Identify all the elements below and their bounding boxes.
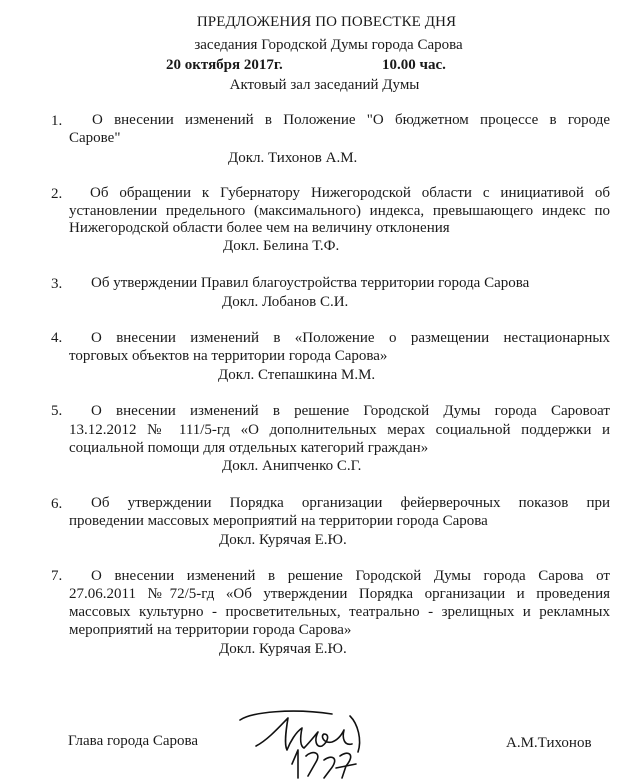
item-speaker: Докл. Анипченко С.Г.	[222, 458, 362, 474]
item-number: 3.	[51, 276, 63, 292]
item-text-line: проведении массовых мероприятий на территории города Сарова	[69, 513, 488, 529]
signatory-role: Глава города Сарова	[68, 733, 199, 749]
item-text-line: Об утверждении Порядка организации фейерверочных показов при	[91, 495, 610, 511]
item-number: 6.	[51, 496, 63, 512]
item-number: 4.	[51, 330, 63, 346]
item-text-line: О внесении изменений в решение Городской Думы города Саровоат	[91, 403, 610, 419]
handwritten-signature	[232, 706, 382, 783]
item-number: 7.	[51, 568, 63, 584]
item-speaker: Докл. Курячая Е.Ю.	[219, 532, 347, 548]
item-text-line: социальной помощи для отдельных категорий граждан»	[69, 440, 429, 456]
document-subtitle: заседания Городской Думы города Сарова	[194, 37, 463, 53]
item-text-line: 13.12.2012 № 111/5-гд «О дополнительных мерах социальной поддержки и	[69, 422, 610, 438]
item-speaker: Докл. Белина Т.Ф.	[223, 238, 340, 254]
meeting-date: 20 октября 2017г.	[166, 57, 283, 73]
item-speaker: Докл. Курячая Е.Ю.	[219, 641, 347, 657]
item-number: 2.	[51, 186, 63, 202]
item-text-line: торговых объектов на территории города Сарова»	[69, 348, 388, 364]
item-text-line: О внесении изменений в решение Городской Думы города Сарова от	[91, 568, 610, 584]
item-text-line: О внесении изменений в «Положение о размещении нестационарных	[91, 330, 610, 346]
item-speaker: Докл. Степашкина М.М.	[218, 367, 376, 383]
item-speaker: Докл. Тихонов А.М.	[228, 150, 358, 166]
item-text-line: мероприятий на территории города Сарова»	[69, 622, 352, 638]
signatory-name: А.М.Тихонов	[506, 735, 592, 751]
item-text-line: 27.06.2011 №72/5-гд «Об утверждении Порядка организации и проведения	[69, 586, 610, 602]
document-title: ПРЕДЛОЖЕНИЯ ПО ПОВЕСТКЕ ДНЯ	[196, 14, 457, 30]
item-text-line: Об утверждении Правил благоустройства территории города Сарова	[91, 275, 530, 291]
item-speaker: Докл. Лобанов С.И.	[222, 294, 349, 310]
item-text-line: Нижегородской области более чем на величину отклонения	[69, 220, 450, 236]
meeting-time: 10.00 час.	[382, 57, 446, 73]
item-text-line: Сарове"	[69, 130, 121, 146]
item-text-line: массовых культурно - просветительных, театрально - зрелищных и рекламных	[69, 604, 610, 620]
item-text-line: О внесении изменений в Положение "О бюджетном процессе в городе	[92, 112, 610, 128]
item-number: 1.	[51, 113, 63, 129]
item-number: 5.	[51, 403, 63, 419]
item-text-line: установлении предельного (максимального) индекса, превышающего индекс по	[69, 203, 610, 219]
item-text-line: Об обращении к Губернатору Нижегородской области с инициативой об	[90, 185, 610, 201]
meeting-venue: Актовый зал заседаний Думы	[229, 77, 420, 93]
